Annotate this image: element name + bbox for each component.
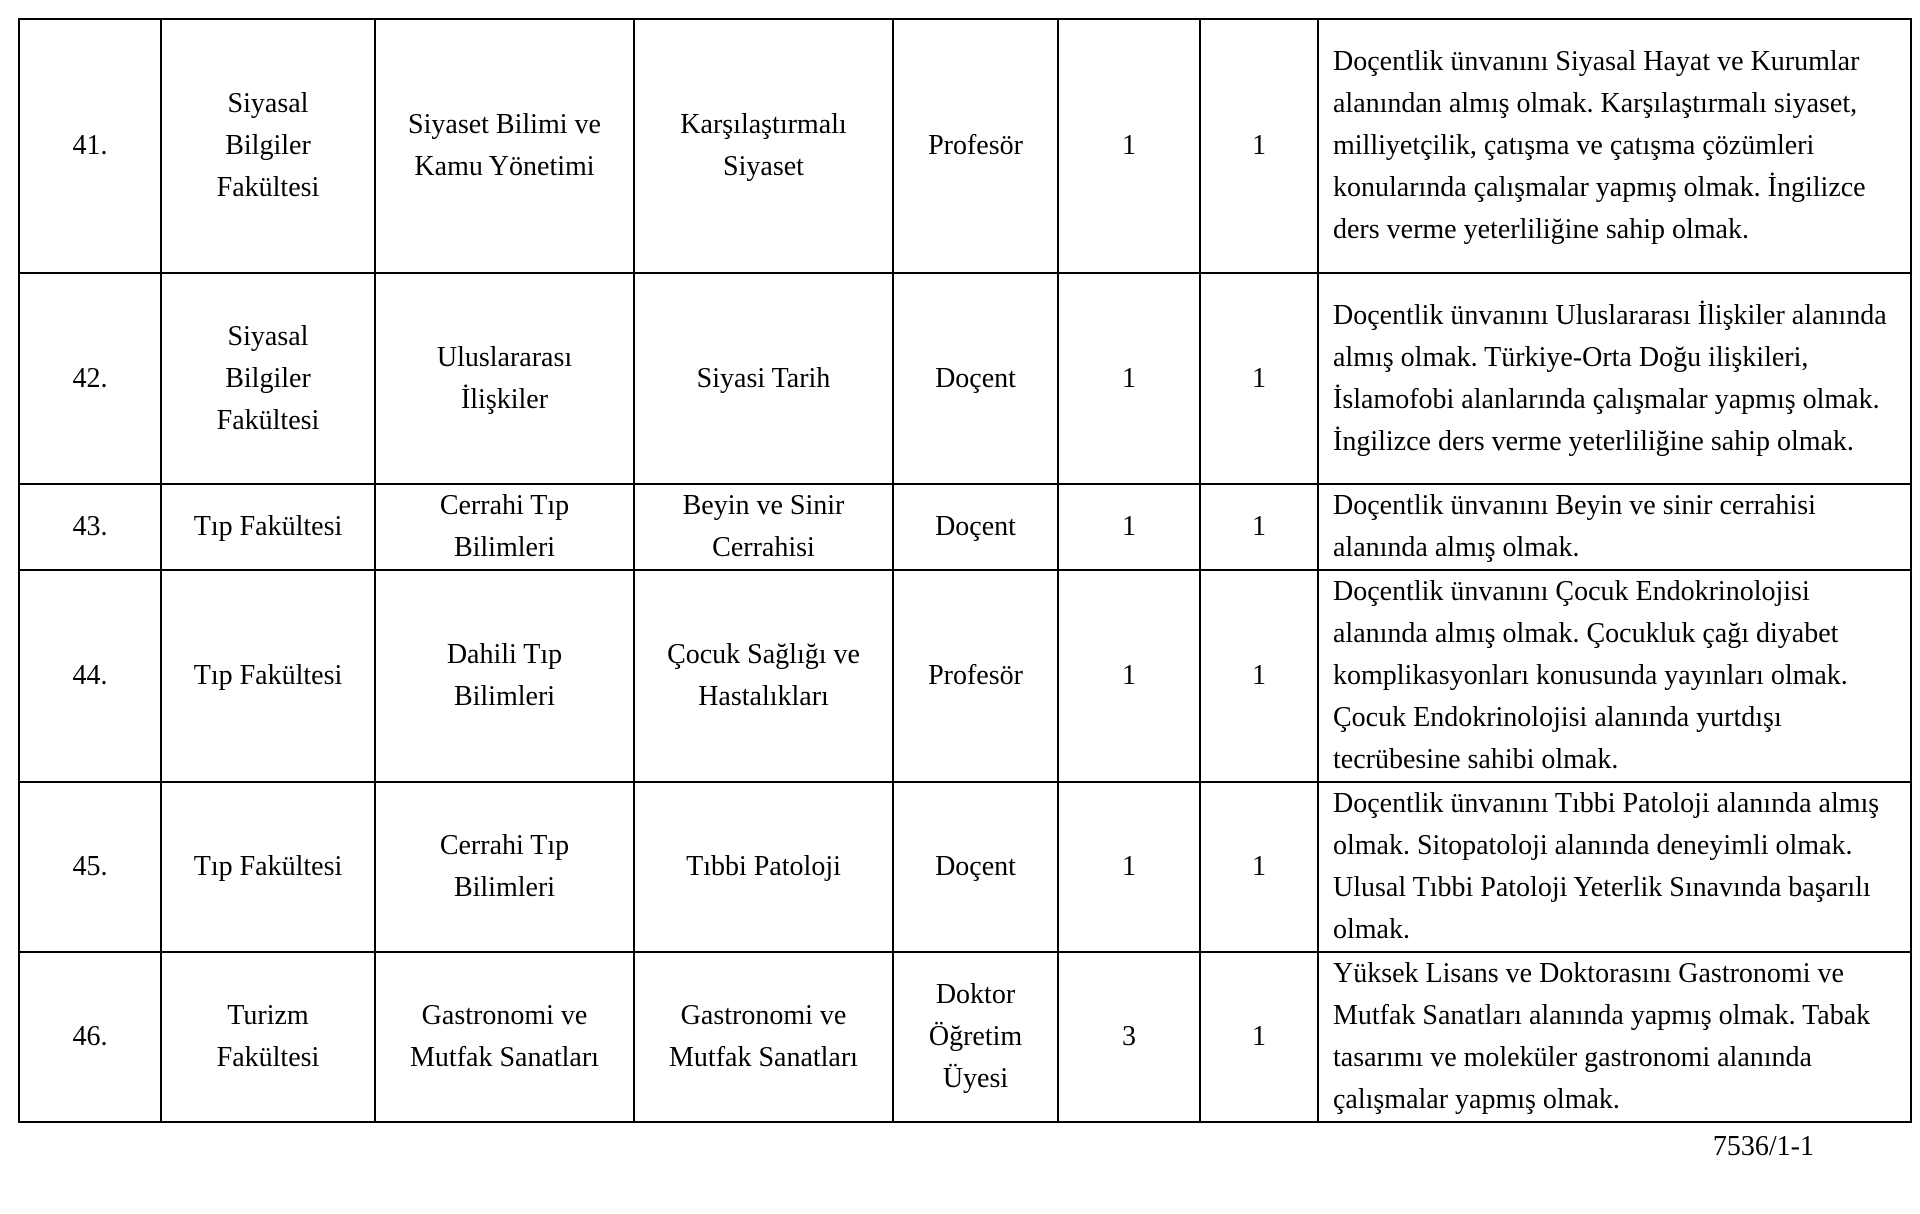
count-cell: 1 <box>1200 952 1318 1122</box>
title-cell: Profesör <box>893 19 1058 273</box>
department-cell: Gastronomi ve Mutfak Sanatları <box>375 952 634 1122</box>
degree-cell: 1 <box>1058 484 1200 570</box>
degree-cell: 1 <box>1058 782 1200 952</box>
document-code: 7536/1-1 <box>1712 1131 1814 1162</box>
row-number: 41. <box>19 19 161 273</box>
degree-cell: 3 <box>1058 952 1200 1122</box>
faculty-cell: Siyasal Bilgiler Fakültesi <box>161 19 375 273</box>
department-cell: Cerrahi Tıp Bilimleri <box>375 782 634 952</box>
count-cell: 1 <box>1200 782 1318 952</box>
row-number: 44. <box>19 570 161 782</box>
title-cell: Doçent <box>893 782 1058 952</box>
count-cell: 1 <box>1200 484 1318 570</box>
program-cell: Gastronomi ve Mutfak Sanatları <box>634 952 893 1122</box>
requirements-cell: Doçentlik ünvanını Beyin ve sinir cerrahisi alanında almış olmak. <box>1318 484 1911 570</box>
faculty-cell: Tıp Fakültesi <box>161 484 375 570</box>
faculty-cell: Siyasal Bilgiler Fakültesi <box>161 273 375 484</box>
requirements-cell: Doçentlik ünvanını Çocuk Endokrinolojisi alanında almış olmak. Çocukluk çağı diyabet komplikasyonları konusunda yayınları olmak. Çocuk Endokrinolojisi alanında yurtdışı tecrübesine sahibi olmak. <box>1318 570 1911 782</box>
table-row <box>19 19 1911 273</box>
department-cell: Dahili Tıp Bilimleri <box>375 570 634 782</box>
title-cell: Doçent <box>893 484 1058 570</box>
program-cell: Tıbbi Patoloji <box>634 782 893 952</box>
requirements-cell: Doçentlik ünvanını Tıbbi Patoloji alanında almış olmak. Sitopatoloji alanında deneyimli olmak. Ulusal Tıbbi Patoloji Yeterlik Sınavında başarılı olmak. <box>1318 782 1911 952</box>
count-cell: 1 <box>1200 19 1318 273</box>
table-row <box>19 273 1911 484</box>
degree-cell: 1 <box>1058 19 1200 273</box>
table-row <box>19 484 1911 570</box>
department-cell: Siyaset Bilimi ve Kamu Yönetimi <box>375 19 634 273</box>
program-cell: Çocuk Sağlığı ve Hastalıkları <box>634 570 893 782</box>
requirements-cell: Doçentlik ünvanını Siyasal Hayat ve Kurumlar alanından almış olmak. Karşılaştırmalı siyaset, milliyetçilik, çatışma ve çatışma çözümleri konularında çalışmalar yapmış olmak. İngilizce ders verme yeterliliğine sahip olmak. <box>1318 19 1911 273</box>
faculty-cell: Tıp Fakültesi <box>161 782 375 952</box>
row-number: 46. <box>19 952 161 1122</box>
count-cell: 1 <box>1200 570 1318 782</box>
table-row <box>19 782 1911 952</box>
program-cell: Siyasi Tarih <box>634 273 893 484</box>
program-cell: Karşılaştırmalı Siyaset <box>634 19 893 273</box>
program-cell: Beyin ve Sinir Cerrahisi <box>634 484 893 570</box>
count-cell: 1 <box>1200 273 1318 484</box>
positions-table <box>18 18 1912 1123</box>
row-number: 42. <box>19 273 161 484</box>
requirements-cell: Yüksek Lisans ve Doktorasını Gastronomi ve Mutfak Sanatları alanında yapmış olmak. Tabak tasarımı ve moleküler gastronomi alanında çalışmalar yapmış olmak. <box>1318 952 1911 1122</box>
title-cell: Doktor Öğretim Üyesi <box>893 952 1058 1122</box>
degree-cell: 1 <box>1058 570 1200 782</box>
row-number: 43. <box>19 484 161 570</box>
requirements-cell: Doçentlik ünvanını Uluslararası İlişkiler alanında almış olmak. Türkiye-Orta Doğu ilişkileri, İslamofobi alanlarında çalışmalar yapmış olmak. İngilizce ders verme yeterliliğine sahip olmak. <box>1318 273 1911 484</box>
table-row <box>19 952 1911 1122</box>
title-cell: Doçent <box>893 273 1058 484</box>
faculty-cell: Tıp Fakültesi <box>161 570 375 782</box>
table-row <box>19 570 1911 782</box>
department-cell: Cerrahi Tıp Bilimleri <box>375 484 634 570</box>
department-cell: Uluslararası İlişkiler <box>375 273 634 484</box>
title-cell: Profesör <box>893 570 1058 782</box>
faculty-cell: Turizm Fakültesi <box>161 952 375 1122</box>
degree-cell: 1 <box>1058 273 1200 484</box>
row-number: 45. <box>19 782 161 952</box>
